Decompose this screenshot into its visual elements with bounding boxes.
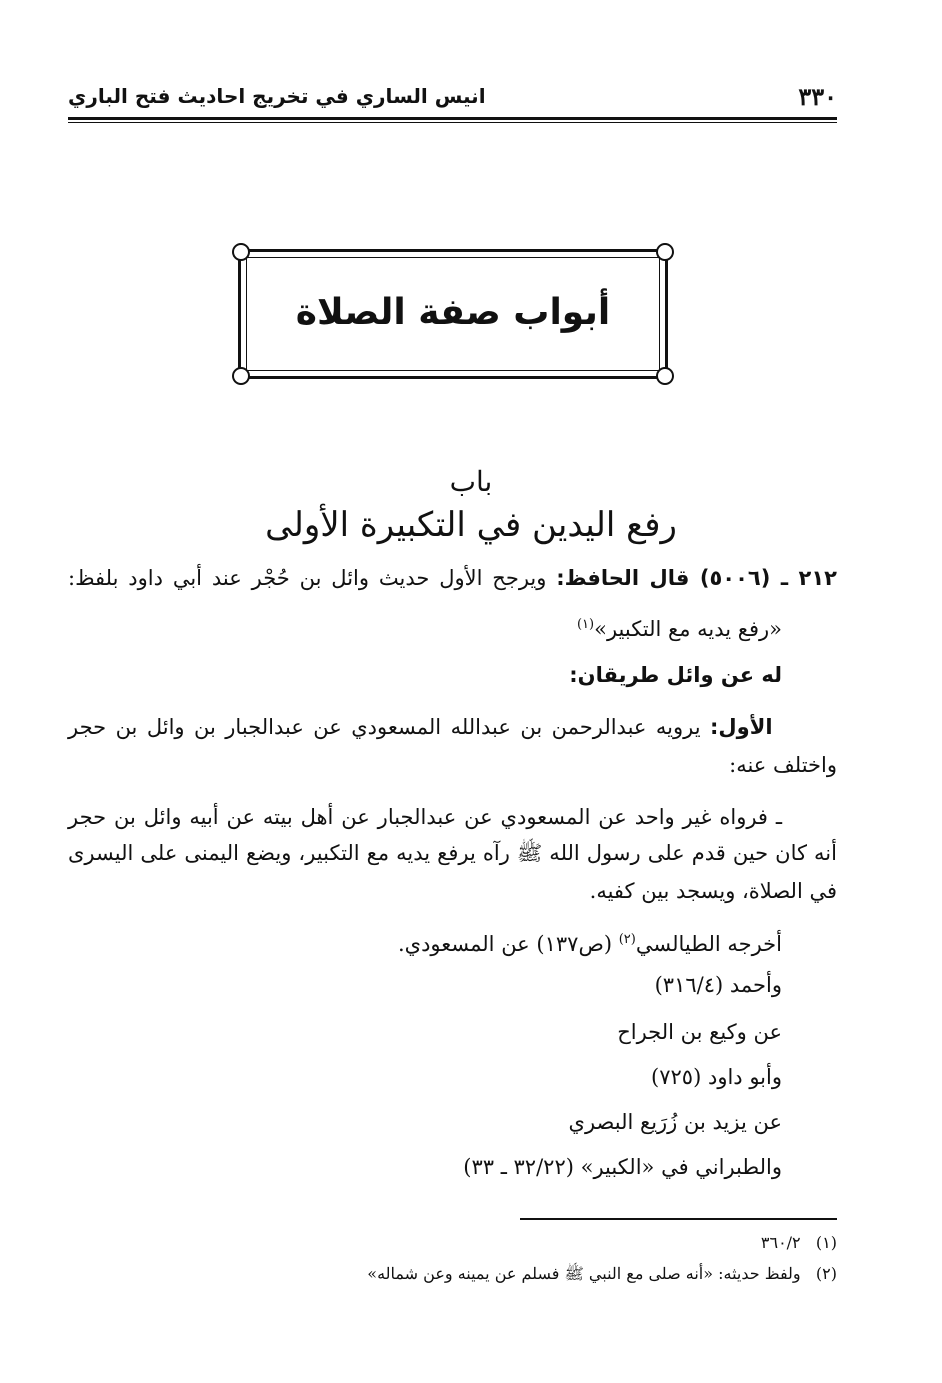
quote-text: «رفع يديه مع التكبير» <box>594 617 782 641</box>
takhrij-line-5: عن يزيد بن زُرَيع البصري <box>568 1110 782 1134</box>
frame-corner-ornament <box>656 367 674 385</box>
takhrij-line-1 <box>68 925 782 959</box>
quote-line <box>68 610 782 644</box>
first-path-cont: واختلف عنه: <box>729 753 837 777</box>
paths-heading-text: له عن وائل طريقان: <box>569 663 782 687</box>
header-rule <box>68 117 837 120</box>
first-path-label: الأول: <box>710 715 773 739</box>
hadith-text: ويرجح الأول حديث وائل بن حُجْر عند أبي داود بلفظ: <box>68 566 547 590</box>
takhrij-text: أخرجه الطيالسي <box>635 932 782 956</box>
running-title: انيس الساري في تخريج احاديث فتح الباري <box>68 84 486 108</box>
footnote-rule <box>520 1218 837 1220</box>
footnote-number: (٢) <box>815 1264 837 1283</box>
footnote-2 <box>68 1264 837 1287</box>
footnote-text: ولفظ حديثه: «أنه صلى مع النبي ﷺ فسلم عن يمينه وعن شماله» <box>367 1264 801 1283</box>
page-number: ٣٣٠ <box>798 82 837 111</box>
first-path-line <box>68 712 837 742</box>
footnote-ref: (٢) <box>618 932 636 947</box>
footnote-text: ٣٦٠/٢ <box>760 1233 801 1252</box>
hadith-line <box>68 563 837 593</box>
para-line-1: ـ فرواه غير واحد عن المسعودي عن عبدالجبار عن أهل بيته عن أبيه وائل بن حجر <box>68 805 782 829</box>
header-rule-thin <box>68 122 837 123</box>
footnote-number: (١) <box>815 1233 837 1252</box>
footnote-1 <box>68 1233 837 1252</box>
chapter-label: باب <box>449 465 493 498</box>
hadith-number: ٢١٢ ـ (٥٠٠٦) قال الحافظ: <box>556 566 837 590</box>
takhrij-line-2: وأحمد (٣١٦/٤) <box>654 973 782 997</box>
section-title-frame <box>238 249 668 379</box>
paths-heading <box>68 660 782 690</box>
takhrij-text: (ص١٣٧) عن المسعودي. <box>397 932 619 956</box>
para-line-3: في الصلاة، ويسجد بين كفيه. <box>589 879 837 903</box>
running-header <box>68 82 837 116</box>
footnote-ref: (١) <box>576 617 595 632</box>
frame-corner-ornament <box>232 243 250 261</box>
frame-corner-ornament <box>232 367 250 385</box>
para-line-2: أنه كان حين قدم على رسول الله ﷺ رآه يرفع يديه مع التكبير، ويضع اليمنى على اليسرى <box>68 841 837 865</box>
takhrij-line-3: عن وكيع بن الجراح <box>617 1020 782 1044</box>
takhrij-line-6: والطبراني في «الكبير» (٣٢/٢٢ ـ ٣٣) <box>463 1155 782 1179</box>
takhrij-line-4: وأبو داود (٧٢٥) <box>651 1065 782 1089</box>
first-path-text: يرويه عبدالرحمن بن عبدالله المسعودي عن عبدالجبار بن وائل بن حجر <box>68 715 701 739</box>
chapter-title: رفع اليدين في التكبيرة الأولى <box>265 505 677 545</box>
frame-corner-ornament <box>656 243 674 261</box>
section-title: أبواب صفة الصلاة <box>295 292 611 333</box>
